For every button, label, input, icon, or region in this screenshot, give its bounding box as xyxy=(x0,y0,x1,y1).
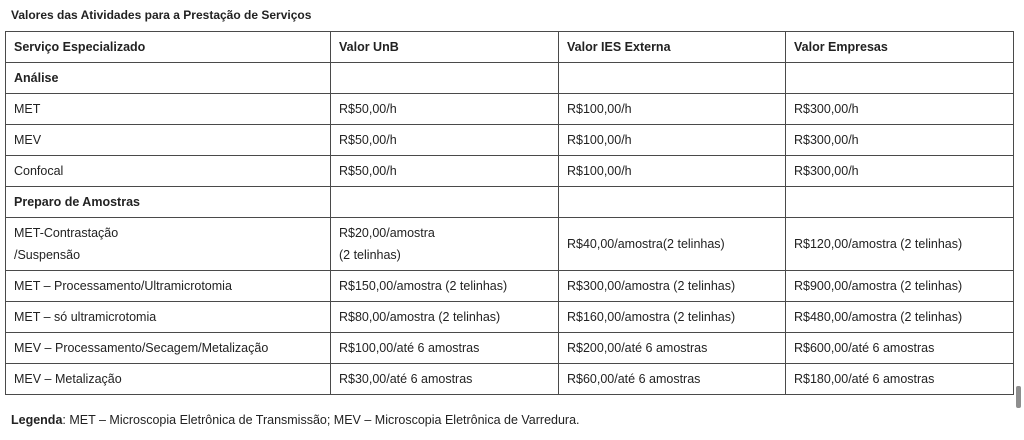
service-cell: MEV xyxy=(6,125,331,156)
price-line: (2 telinhas) xyxy=(339,248,401,262)
empty-cell xyxy=(559,63,786,94)
section-title: Análise xyxy=(6,63,331,94)
price-ies-cell: R$100,00/h xyxy=(559,125,786,156)
price-ies-cell: R$200,00/até 6 amostras xyxy=(559,333,786,364)
legend-label: Legenda xyxy=(11,413,63,427)
header-valor-empresas: Valor Empresas xyxy=(786,32,1014,63)
price-empresas-cell: R$300,00/h xyxy=(786,125,1014,156)
legend xyxy=(11,413,580,427)
price-table xyxy=(5,31,1014,395)
header-valor-ies-externa: Valor IES Externa xyxy=(559,32,786,63)
service-cell: MEV – Processamento/Secagem/Metalização xyxy=(6,333,331,364)
price-unb-cell: R$50,00/h xyxy=(331,125,559,156)
price-unb-cell: R$50,00/h xyxy=(331,94,559,125)
table-row xyxy=(6,271,1014,302)
price-line: R$20,00/amostra xyxy=(339,226,435,240)
table-row xyxy=(6,218,1014,271)
legend-text: : MET – Microscopia Eletrônica de Transmissão; MEV – Microscopia Eletrônica de Varredura. xyxy=(62,413,580,427)
header-valor-unb: Valor UnB xyxy=(331,32,559,63)
price-unb-cell: R$50,00/h xyxy=(331,156,559,187)
table-row xyxy=(6,364,1014,395)
price-ies-cell: R$300,00/amostra (2 telinhas) xyxy=(559,271,786,302)
service-cell: Confocal xyxy=(6,156,331,187)
service-cell xyxy=(6,218,331,271)
table-row xyxy=(6,333,1014,364)
table-row xyxy=(6,156,1014,187)
price-unb-cell: R$100,00/até 6 amostras xyxy=(331,333,559,364)
price-empresas-cell: R$480,00/amostra (2 telinhas) xyxy=(786,302,1014,333)
scrollbar-thumb[interactable] xyxy=(1016,386,1021,408)
price-empresas-cell: R$600,00/até 6 amostras xyxy=(786,333,1014,364)
price-empresas-cell: R$120,00/amostra (2 telinhas) xyxy=(786,218,1014,271)
table-row xyxy=(6,125,1014,156)
service-line: MET-Contrastação xyxy=(14,226,119,240)
empty-cell xyxy=(331,187,559,218)
service-cell: MEV – Metalização xyxy=(6,364,331,395)
table-row xyxy=(6,302,1014,333)
price-unb-cell: R$30,00/até 6 amostras xyxy=(331,364,559,395)
service-cell: MET xyxy=(6,94,331,125)
price-empresas-cell: R$300,00/h xyxy=(786,94,1014,125)
price-unb-cell: R$80,00/amostra (2 telinhas) xyxy=(331,302,559,333)
service-line: /Suspensão xyxy=(14,248,81,262)
price-ies-cell: R$160,00/amostra (2 telinhas) xyxy=(559,302,786,333)
price-empresas-cell: R$900,00/amostra (2 telinhas) xyxy=(786,271,1014,302)
price-ies-cell: R$60,00/até 6 amostras xyxy=(559,364,786,395)
table-caption: Valores das Atividades para a Prestação de Serviços xyxy=(11,8,312,22)
section-row-analise xyxy=(6,63,1014,94)
price-ies-cell: R$100,00/h xyxy=(559,94,786,125)
price-unb-cell: R$150,00/amostra (2 telinhas) xyxy=(331,271,559,302)
empty-cell xyxy=(331,63,559,94)
service-cell: MET – só ultramicrotomia xyxy=(6,302,331,333)
empty-cell xyxy=(786,63,1014,94)
service-cell: MET – Processamento/Ultramicrotomia xyxy=(6,271,331,302)
price-ies-cell: R$40,00/amostra(2 telinhas) xyxy=(559,218,786,271)
section-row-preparo xyxy=(6,187,1014,218)
section-title: Preparo de Amostras xyxy=(6,187,331,218)
price-empresas-cell: R$180,00/até 6 amostras xyxy=(786,364,1014,395)
price-unb-cell xyxy=(331,218,559,271)
empty-cell xyxy=(786,187,1014,218)
table-header-row xyxy=(6,32,1014,63)
price-empresas-cell: R$300,00/h xyxy=(786,156,1014,187)
empty-cell xyxy=(559,187,786,218)
price-ies-cell: R$100,00/h xyxy=(559,156,786,187)
table-row xyxy=(6,94,1014,125)
header-service: Serviço Especializado xyxy=(6,32,331,63)
